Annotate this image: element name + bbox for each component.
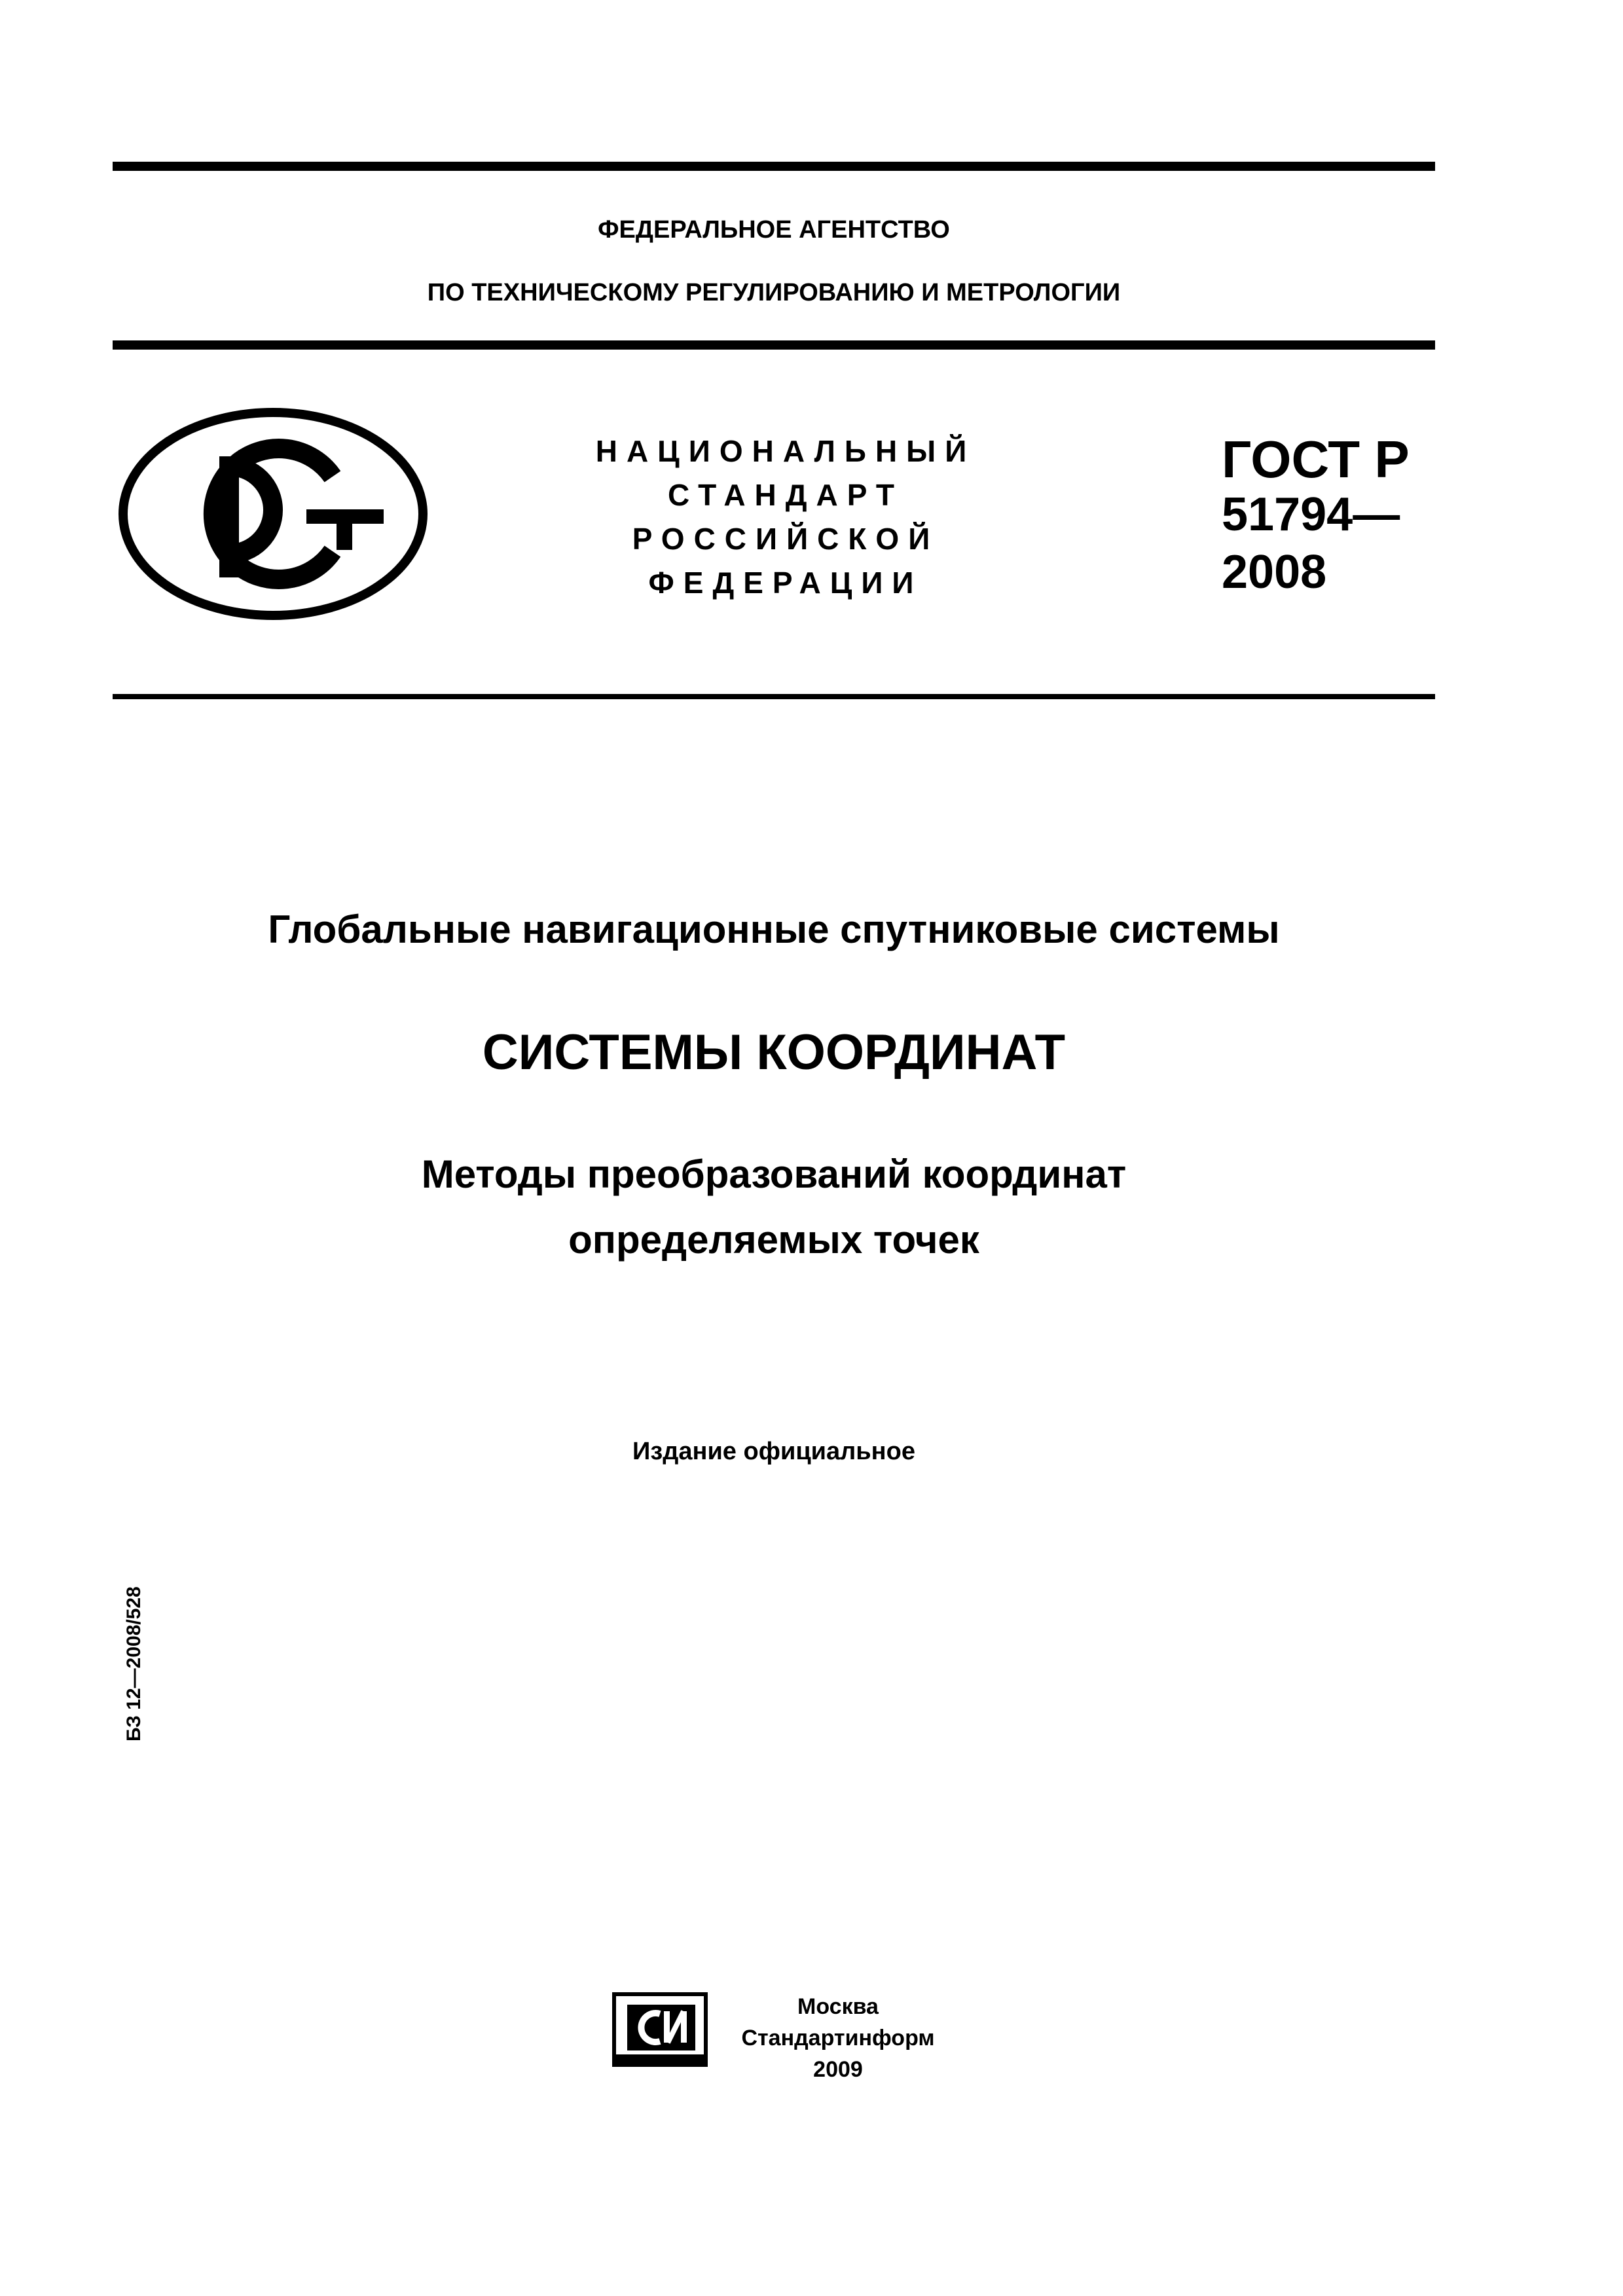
publisher-name: Стандартинформ (741, 2026, 935, 2050)
publisher-city: Москва (797, 1994, 879, 2019)
standard-type-line-3: РОССИЙСКОЙ (632, 522, 939, 556)
standard-designation-year: 2008 (1222, 546, 1327, 598)
standard-type-line-2: СТАНДАРТ (668, 478, 903, 512)
document-subtitle-line-1: Методы преобразований координат (421, 1152, 1127, 1196)
rst-certification-mark-icon (117, 406, 429, 622)
standard-type-line-4: ФЕДЕРАЦИИ (648, 566, 923, 600)
publication-year: 2009 (813, 2057, 863, 2082)
document-title: Глобальные навигационные спутниковые системы (268, 907, 1280, 951)
standard-type-line-1: НАЦИОНАЛЬНЫЙ (595, 434, 976, 468)
designation-rule (113, 694, 1435, 699)
edition-label: Издание официальное (632, 1438, 915, 1465)
bibliographic-code: БЗ 12—2008/528 (123, 1586, 145, 1741)
top-rule (113, 162, 1435, 171)
standartinform-logo-icon (611, 1992, 708, 2068)
agency-name-line-1: ФЕДЕРАЛЬНОЕ АГЕНТСТВО (598, 216, 950, 244)
document-section-title: СИСТЕМЫ КООРДИНАТ (482, 1025, 1066, 1080)
standard-designation-number: 51794— (1222, 488, 1400, 541)
header-rule (113, 340, 1435, 350)
document-subtitle-line-2: определяемых точек (568, 1218, 979, 1262)
standard-designation-prefix: ГОСТ Р (1222, 430, 1410, 488)
side-code-container (122, 1427, 148, 1741)
agency-name-line-2: ПО ТЕХНИЧЕСКОМУ РЕГУЛИРОВАНИЮ И МЕТРОЛОГИИ (427, 279, 1121, 306)
